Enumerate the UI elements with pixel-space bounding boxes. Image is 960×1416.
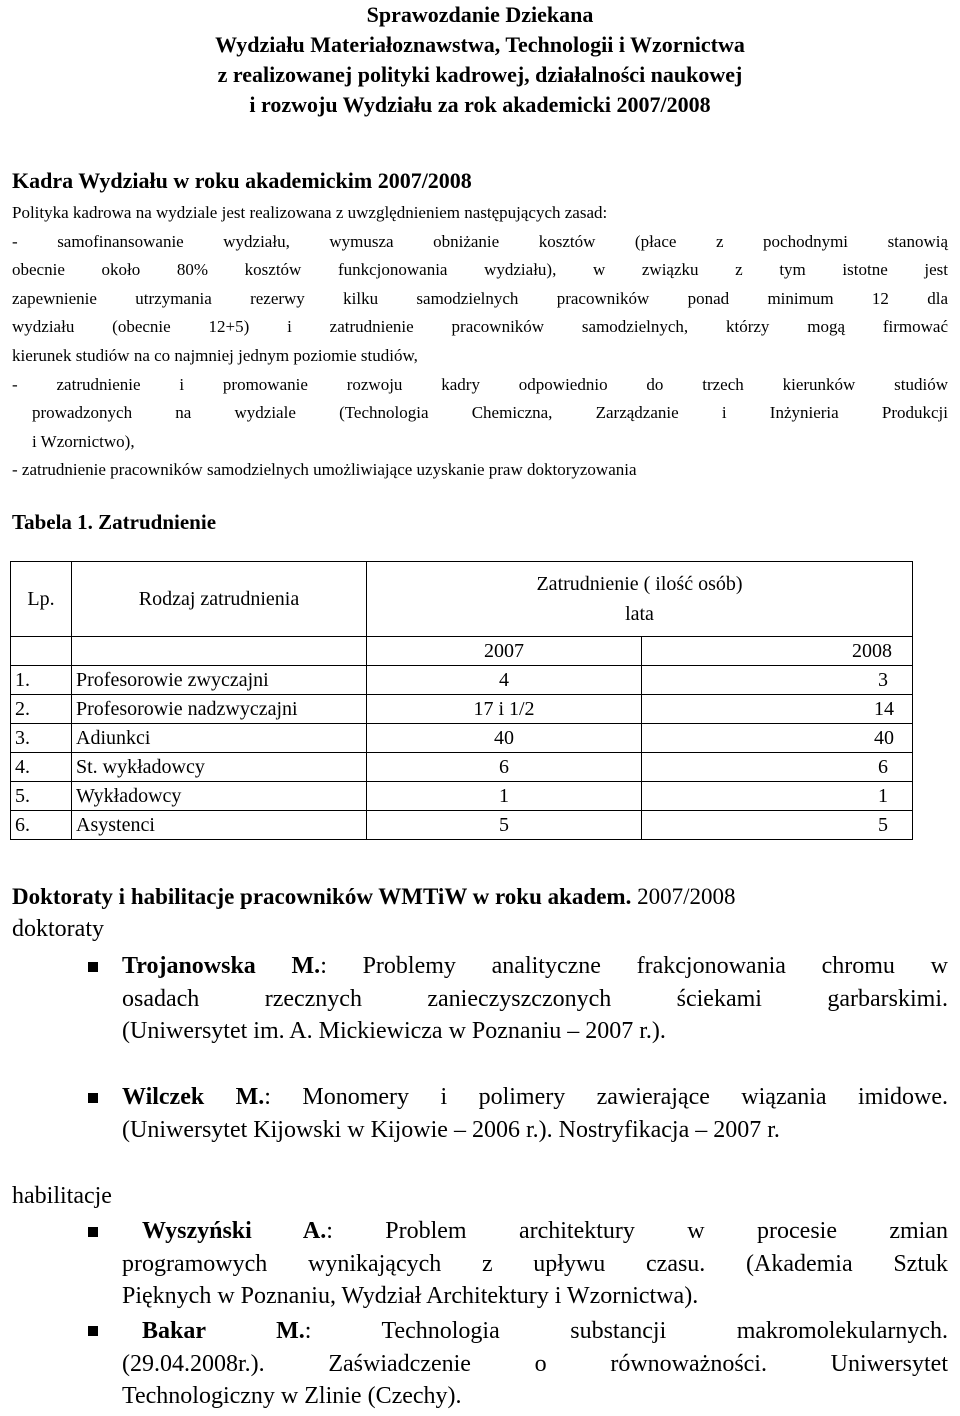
paragraph-line: Polityka kadrowa na wydziale jest realizowana z uwzględnieniem następujących zasad: [12,203,608,222]
row-lp: 2. [11,695,72,724]
entry-text: : Problem architektury w procesie zmian [326,1218,949,1244]
header-group-sub: lata [625,603,654,625]
empty-cell [72,637,367,666]
paragraph-line: kierunek studiów na co najmniej jednym poziomie studiów, [12,345,418,365]
row-2007: 17 i 1/2 [367,695,642,724]
entry-text: (Uniwersytet im. A. Mickiewicza w Poznaniu – 2007 r.). [122,1018,666,1045]
entry-name: Wyszyński A. [142,1218,327,1244]
header-type: Rodzaj zatrudnienia [72,562,367,637]
table-row [11,695,913,724]
row-2008: 3 [642,666,913,695]
entry-name: Wilczek M. [122,1084,265,1110]
entry-text: Technologiczny w Zlinie (Czechy). [122,1383,462,1410]
header-lp: Lp. [11,562,72,637]
row-lp: 3. [11,724,72,753]
row-2008: 14 [642,695,913,724]
empty-cell [11,637,72,666]
row-2007: 4 [367,666,642,695]
row-lp: 5. [11,782,72,811]
title-line: Sprawozdanie Dziekana [366,2,594,27]
doktorat-entry [122,1081,948,1146]
paragraph-line: - zatrudnienie i promowanie rozwoju kadry odpowiednio do trzech kierunków studiów [12,374,948,394]
doktoraty-heading-bold: Doktoraty i habilitacje pracowników WMTiW w roku akadem. [12,884,632,909]
paragraph-line: i Wzornictwo), [32,431,135,451]
row-2007: 40 [367,724,642,753]
doktorat-entry [122,950,948,1048]
bullet-icon [88,1093,98,1103]
header-group-title: Zatrudnienie ( ilość osób) [536,573,743,595]
paragraph-line: zapewnienie utrzymania rezerwy kilku samodzielnych pracowników ponad minimum 12 dla [12,288,948,308]
row-2008: 6 [642,753,913,782]
year-header: 2007 [367,637,642,666]
row-lp: 4. [11,753,72,782]
row-2007: 5 [367,811,642,840]
document-title [0,0,960,120]
entry-text: (29.04.2008r.). Zaświadczenie o równoważności. Uniwersytet [122,1350,948,1377]
row-lp: 6. [11,811,72,840]
row-2008: 1 [642,782,913,811]
table-row [11,724,913,753]
row-type: Wykładowcy [72,782,367,811]
paragraph-line: prowadzonych na wydziale (Technologia Chemiczna, Zarządzanie i Inżynieria Produkcji [32,403,948,423]
row-2008: 5 [642,811,913,840]
doktoraty-heading [12,884,735,910]
header-group [367,562,913,637]
paragraph-line: - zatrudnienie pracowników samodzielnych umożliwiające uzyskanie praw doktoryzowania [12,460,637,480]
table-caption: Tabela 1. Zatrudnienie [12,510,217,534]
entry-text: (Uniwersytet Kijowski w Kijowie – 2006 r.). Nostryfikacja – 2007 r. [122,1116,780,1143]
entry-text: : Monomery i polimery zawierające wiązania imidowe. [264,1084,948,1110]
title-line: Wydziału Materiałoznawstwa, Technologii i Wzornictwa [215,32,745,57]
entry-text: : Problemy analityczne frakcjonowania chromu w [320,953,948,979]
doktoraty-label: doktoraty [12,916,104,942]
doktoraty-heading-year: 2007/2008 [637,884,736,909]
employment-table [10,561,913,840]
habilitacja-entry [142,1315,948,1348]
row-type: Profesorowie nadzwyczajni [72,695,367,724]
row-2008: 40 [642,724,913,753]
paragraph-line: obecnie około 80% kosztów funkcjonowania wydziału), w związku z tym istotne jest [12,260,948,280]
habilitacja-entry-continued [122,1348,948,1413]
entry-text: programowych wynikających z upływu czasu. (Akademia Sztuk [122,1250,948,1277]
entry-text: : Technologia substancji makromolekularnych. [304,1318,948,1344]
row-type: Adiunkci [72,724,367,753]
table-row [11,753,913,782]
paragraph-line: wydziału (obecnie 12+5) i zatrudnienie pracowników samodzielnych, którzy mogą firmować [12,317,948,337]
kadra-paragraph [12,199,948,485]
habilitacje-label: habilitacje [12,1183,112,1209]
entry-text: Pięknych w Poznaniu, Wydział Architektury i Wzornictwa). [122,1283,699,1310]
row-type: St. wykładowcy [72,753,367,782]
bullet-icon [88,1227,98,1237]
habilitacja-entry [142,1215,948,1248]
title-line: z realizowanej polityki kadrowej, działalności naukowej [217,62,743,87]
table-row [11,666,913,695]
paragraph-line: - samofinansowanie wydziału, wymusza obniżanie kosztów (płace z pochodnymi stanowią [12,231,948,251]
table-row [11,811,913,840]
row-2007: 1 [367,782,642,811]
bullet-icon [88,962,98,972]
year-header: 2008 [642,637,913,666]
kadra-heading: Kadra Wydziału w roku akademickim 2007/2008 [12,168,472,193]
entry-name: Trojanowska M. [122,953,321,979]
row-2007: 6 [367,753,642,782]
title-line: i rozwoju Wydziału za rok akademicki 2007/2008 [249,92,711,117]
bullet-icon [88,1326,98,1336]
row-lp: 1. [11,666,72,695]
entry-name: Bakar M. [142,1318,305,1344]
row-type: Profesorowie zwyczajni [72,666,367,695]
table-row [11,782,913,811]
entry-text: osadach rzecznych zanieczyszczonych ściekami garbarskimi. [122,985,948,1012]
row-type: Asystenci [72,811,367,840]
habilitacja-entry-continued [122,1248,948,1313]
